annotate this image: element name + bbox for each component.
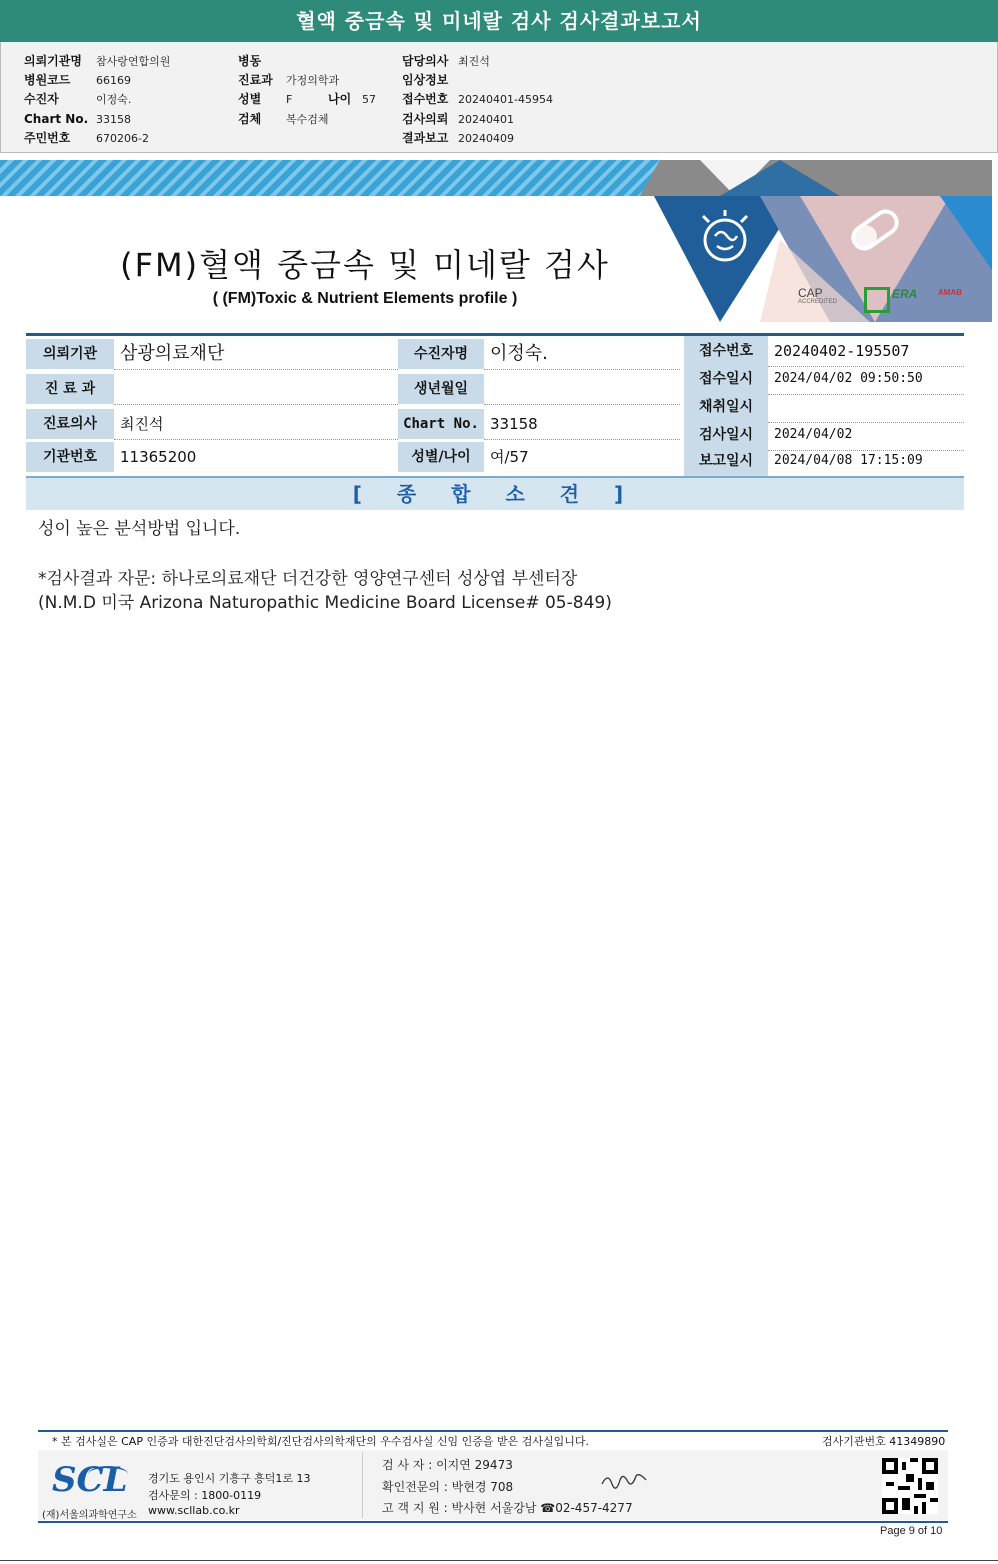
department-value <box>114 374 398 405</box>
chart-no-value: 33158 <box>484 409 680 440</box>
scl-logo: SCL <box>52 1460 128 1500</box>
institution-label: 의뢰기관 <box>26 339 114 369</box>
collection-date-value <box>768 392 964 423</box>
info-label: 성별 <box>238 92 262 106</box>
support-info: 고 객 지 원 : 박사현 서울강남 ☎02-457-4277 <box>382 1501 633 1515</box>
lab-website: www.scllab.co.kr <box>148 1504 240 1517</box>
age-label: 나이 <box>328 92 352 106</box>
report-date-value: 2024/04/08 17:15:09 <box>774 453 923 468</box>
info-value: 20240401 <box>458 113 514 126</box>
report-banner-title: 혈액 중금속 및 미네랄 검사 검사결과보고서 <box>0 0 998 42</box>
doctor-value: 최진석 <box>114 409 398 440</box>
info-label: 검사의뢰 <box>402 112 449 126</box>
qr-code-icon <box>882 1458 938 1514</box>
institution-value: 삼광의료재단 <box>114 339 398 370</box>
patient-name-label: 수진자명 <box>398 339 484 369</box>
info-value: 가정의학과 <box>286 74 340 87</box>
sex-age-value: 여/57 <box>490 448 529 466</box>
cap-logo: CAP <box>798 286 823 300</box>
info-value: 33158 <box>96 113 131 126</box>
lab-phone: 검사문의 : 1800-0119 <box>148 1489 262 1502</box>
lab-address: 경기도 용인시 기흥구 흥덕1로 13 <box>148 1472 311 1485</box>
receipt-date-label: 접수일시 <box>684 364 768 394</box>
summary-line: (N.M.D 미국 Arizona Naturopathic Medicine Board License# 05-849) <box>38 593 612 613</box>
lab-organization: (재)서울의과학연구소 <box>42 1510 137 1521</box>
confirmer-info: 확인전문의 : 박현경 708 <box>382 1480 514 1494</box>
page-number: Page 9 of 10 <box>880 1525 943 1537</box>
info-value: 복수검체 <box>286 113 329 126</box>
birthdate-value <box>484 374 680 405</box>
info-column-1 <box>24 50 170 146</box>
info-value: F <box>286 93 293 106</box>
test-date-label: 검사일시 <box>684 420 768 450</box>
lm-logo <box>864 287 890 313</box>
era-logo: ERA <box>892 287 918 301</box>
info-label: 진료과 <box>238 73 273 87</box>
summary-header: [ 종 합 소 견 ] <box>26 476 964 510</box>
page-bottom-border <box>0 1560 998 1561</box>
collection-date-label: 채취일시 <box>684 392 768 422</box>
info-label: 담당의사 <box>402 54 449 68</box>
info-label: 수진자 <box>24 92 59 106</box>
doctor-signature <box>598 1470 650 1492</box>
info-label: 임상정보 <box>402 73 449 87</box>
info-label: 의뢰기관명 <box>24 54 82 68</box>
info-label: 결과보고 <box>402 131 449 145</box>
receipt-number-label: 접수번호 <box>684 336 768 366</box>
info-column-2 <box>238 50 376 127</box>
footer-bottom-rule <box>38 1521 948 1523</box>
footer-divider <box>362 1452 363 1518</box>
summary-line: 성이 높은 분석방법 입니다. <box>38 519 241 539</box>
department-label: 진 료 과 <box>26 374 114 404</box>
header-stripe <box>0 160 660 196</box>
info-column-3 <box>402 50 553 146</box>
doctor-label: 진료의사 <box>26 409 114 439</box>
age-value: 57 <box>362 93 376 106</box>
chart-no-label: Chart No. <box>398 409 484 439</box>
institution-number-value: 11365200 <box>120 448 197 466</box>
info-value: 20240401-45954 <box>458 93 553 106</box>
footer-top-rule <box>38 1430 948 1432</box>
patient-name-value: 이정숙. <box>484 339 680 370</box>
receipt-number-value: 20240402-195507 <box>768 336 964 367</box>
amab-logo: AMAB <box>938 288 962 297</box>
sex-age-label: 성별/나이 <box>398 442 484 472</box>
cap-accredited-text: ACCREDITED <box>798 299 838 305</box>
info-label: 접수번호 <box>402 92 449 106</box>
info-label: Chart No. <box>24 112 89 126</box>
info-label: 검체 <box>238 112 262 126</box>
tester-info: 검 사 자 : 이지연 29473 <box>382 1458 513 1472</box>
summary-line: *검사결과 자문: 하나로의료재단 더건강한 영양연구센터 성상엽 부센터장 <box>38 569 578 589</box>
info-value: 670206-2 <box>96 132 149 145</box>
info-value: 이정숙. <box>96 93 132 106</box>
report-date-label: 보고일시 <box>684 446 768 476</box>
birthdate-label: 생년월일 <box>398 374 484 404</box>
scl-logo-swoosh <box>88 1466 128 1482</box>
info-value: 20240409 <box>458 132 514 145</box>
info-label: 주민번호 <box>24 131 71 145</box>
footer-notice: * 본 검사실은 CAP 인증과 대한진단검사의학회/진단검사의학재단의 우수검사실 신임 인증을 받은 검사실입니다. <box>52 1435 590 1448</box>
info-value: 최진석 <box>458 55 490 68</box>
lab-number: 검사기관번호 41349890 <box>822 1435 946 1448</box>
test-date-value: 2024/04/02 <box>768 420 964 451</box>
receipt-date-value: 2024/04/02 09:50:50 <box>768 364 964 395</box>
info-label: 병원코드 <box>24 73 71 87</box>
info-value: 66169 <box>96 74 131 87</box>
info-value: 참사랑연합의원 <box>96 55 171 68</box>
report-title: (FM)혈액 중금속 및 미네랄 검사 <box>120 246 610 284</box>
report-subtitle: ( (FM)Toxic & Nutrient Elements profile ) <box>212 290 518 307</box>
institution-number-label: 기관번호 <box>26 442 114 472</box>
info-label: 병동 <box>238 54 262 68</box>
